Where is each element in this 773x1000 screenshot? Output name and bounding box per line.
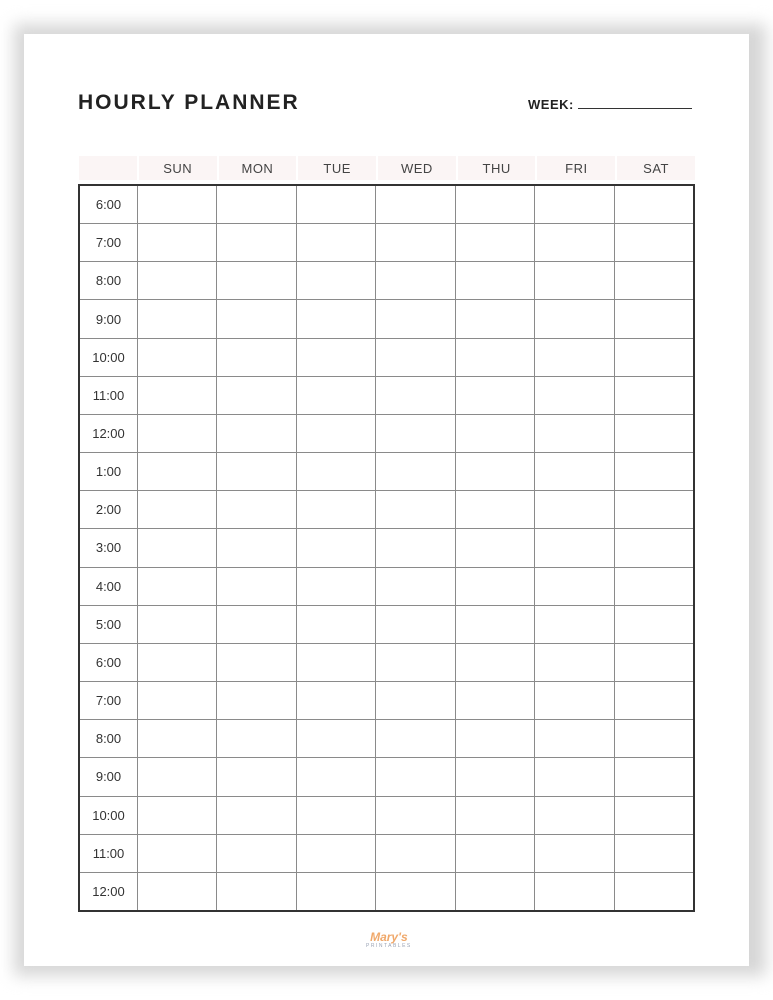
slot-cell-sat[interactable]: [615, 758, 693, 795]
slot-cell-wed[interactable]: [376, 453, 455, 490]
slot-cell-wed[interactable]: [376, 529, 455, 566]
slot-cell-sat[interactable]: [615, 835, 693, 872]
slot-cell-fri[interactable]: [535, 835, 614, 872]
slot-cell-tue[interactable]: [297, 568, 376, 605]
week-field: [528, 97, 692, 112]
slot-cell-sat[interactable]: [615, 644, 693, 681]
slot-cell-mon[interactable]: [217, 300, 296, 337]
slot-cell-wed[interactable]: [376, 873, 455, 910]
slot-cell-fri[interactable]: [535, 529, 614, 566]
logo-sub-text: PRINTABLES: [366, 943, 412, 949]
slot-cell-sun[interactable]: [138, 377, 217, 414]
slot-cell-fri[interactable]: [535, 797, 614, 834]
slot-cell-sun[interactable]: [138, 606, 217, 643]
slot-cell-mon[interactable]: [217, 453, 296, 490]
time-label: 4:00: [80, 568, 138, 605]
slot-cell-sat[interactable]: [615, 300, 693, 337]
slot-cell-sun[interactable]: [138, 568, 217, 605]
time-row: [80, 643, 693, 681]
slot-cell-thu[interactable]: [456, 720, 535, 757]
slot-cell-wed[interactable]: [376, 835, 455, 872]
slot-cell-mon[interactable]: [217, 606, 296, 643]
slot-cell-sun[interactable]: [138, 529, 217, 566]
slot-cell-sun[interactable]: [138, 873, 217, 910]
days-header: [79, 156, 695, 180]
time-row: [80, 605, 693, 643]
slot-cell-thu[interactable]: [456, 873, 535, 910]
day-header-fri: FRI: [537, 156, 615, 180]
header-corner: [79, 156, 137, 180]
slot-cell-fri[interactable]: [535, 300, 614, 337]
time-row: [80, 567, 693, 605]
slot-cell-mon[interactable]: [217, 186, 296, 223]
slot-cell-fri[interactable]: [535, 224, 614, 261]
slot-cell-sun[interactable]: [138, 224, 217, 261]
slot-cell-tue[interactable]: [297, 491, 376, 528]
week-label: WEEK:: [528, 97, 574, 112]
slot-cell-thu[interactable]: [456, 491, 535, 528]
slot-cell-sat[interactable]: [615, 186, 693, 223]
slot-cell-sat[interactable]: [615, 529, 693, 566]
slot-cell-wed[interactable]: [376, 262, 455, 299]
slot-cell-tue[interactable]: [297, 873, 376, 910]
slot-cell-wed[interactable]: [376, 606, 455, 643]
time-row: [80, 757, 693, 795]
slot-cell-sat[interactable]: [615, 339, 693, 376]
slot-cell-sun[interactable]: [138, 262, 217, 299]
slot-cell-fri[interactable]: [535, 682, 614, 719]
slot-cell-thu[interactable]: [456, 529, 535, 566]
slot-cell-thu[interactable]: [456, 758, 535, 795]
day-header-mon: MON: [219, 156, 297, 180]
slot-cell-tue[interactable]: [297, 224, 376, 261]
time-row: [80, 376, 693, 414]
slot-cell-mon[interactable]: [217, 339, 296, 376]
slot-cell-mon[interactable]: [217, 758, 296, 795]
time-row: [80, 338, 693, 376]
slot-cell-tue[interactable]: [297, 529, 376, 566]
slot-cell-fri[interactable]: [535, 568, 614, 605]
slot-cell-wed[interactable]: [376, 186, 455, 223]
time-label: 12:00: [80, 415, 138, 452]
slot-cell-thu[interactable]: [456, 682, 535, 719]
slot-cell-wed[interactable]: [376, 300, 455, 337]
time-label: 6:00: [80, 644, 138, 681]
slot-cell-wed[interactable]: [376, 797, 455, 834]
time-label: 9:00: [80, 758, 138, 795]
slot-cell-sat[interactable]: [615, 606, 693, 643]
slot-cell-mon[interactable]: [217, 529, 296, 566]
slot-cell-tue[interactable]: [297, 606, 376, 643]
slot-cell-fri[interactable]: [535, 491, 614, 528]
slot-cell-fri[interactable]: [535, 758, 614, 795]
slot-cell-thu[interactable]: [456, 606, 535, 643]
day-header-thu: THU: [458, 156, 536, 180]
slot-cell-sun[interactable]: [138, 415, 217, 452]
slot-cell-thu[interactable]: [456, 186, 535, 223]
slot-cell-fri[interactable]: [535, 720, 614, 757]
slot-cell-sun[interactable]: [138, 682, 217, 719]
slot-cell-thu[interactable]: [456, 262, 535, 299]
week-line: [578, 108, 692, 109]
slot-cell-mon[interactable]: [217, 720, 296, 757]
slot-cell-thu[interactable]: [456, 453, 535, 490]
time-label: 11:00: [80, 835, 138, 872]
slot-cell-sun[interactable]: [138, 644, 217, 681]
slot-cell-fri[interactable]: [535, 606, 614, 643]
slot-cell-tue[interactable]: [297, 644, 376, 681]
time-label: 7:00: [80, 224, 138, 261]
slot-cell-sun[interactable]: [138, 339, 217, 376]
day-header-sat: SAT: [617, 156, 695, 180]
slot-cell-wed[interactable]: [376, 377, 455, 414]
page-title: HOURLY PLANNER: [78, 91, 300, 114]
time-row: [80, 834, 693, 872]
slot-cell-fri[interactable]: [535, 415, 614, 452]
slot-cell-thu[interactable]: [456, 224, 535, 261]
slot-cell-sun[interactable]: [138, 453, 217, 490]
time-label: 8:00: [80, 720, 138, 757]
slot-cell-fri[interactable]: [535, 873, 614, 910]
time-row: [80, 796, 693, 834]
slot-cell-wed[interactable]: [376, 758, 455, 795]
slot-cell-tue[interactable]: [297, 835, 376, 872]
slot-cell-sat[interactable]: [615, 415, 693, 452]
time-row: [80, 528, 693, 566]
slot-cell-sat[interactable]: [615, 453, 693, 490]
slot-cell-sat[interactable]: [615, 262, 693, 299]
slot-cell-mon[interactable]: [217, 682, 296, 719]
slot-cell-sun[interactable]: [138, 491, 217, 528]
slot-cell-thu[interactable]: [456, 568, 535, 605]
slot-cell-sat[interactable]: [615, 682, 693, 719]
slot-cell-sat[interactable]: [615, 568, 693, 605]
slot-cell-tue[interactable]: [297, 262, 376, 299]
slot-cell-mon[interactable]: [217, 568, 296, 605]
slot-cell-wed[interactable]: [376, 224, 455, 261]
slot-cell-tue[interactable]: [297, 300, 376, 337]
day-header-sun: SUN: [139, 156, 217, 180]
slot-cell-tue[interactable]: [297, 797, 376, 834]
slot-cell-fri[interactable]: [535, 186, 614, 223]
slot-cell-tue[interactable]: [297, 339, 376, 376]
slot-cell-wed[interactable]: [376, 720, 455, 757]
time-row: [80, 414, 693, 452]
slot-cell-tue[interactable]: [297, 720, 376, 757]
planner-sheet: [24, 34, 749, 966]
time-row: [80, 490, 693, 528]
time-label: 7:00: [80, 682, 138, 719]
slot-cell-mon[interactable]: [217, 224, 296, 261]
slot-cell-thu[interactable]: [456, 377, 535, 414]
slot-cell-thu[interactable]: [456, 339, 535, 376]
slot-cell-wed[interactable]: [376, 644, 455, 681]
time-label: 3:00: [80, 529, 138, 566]
time-row: [80, 186, 693, 223]
slot-cell-tue[interactable]: [297, 186, 376, 223]
slot-cell-mon[interactable]: [217, 262, 296, 299]
time-row: [80, 872, 693, 910]
time-label: 8:00: [80, 262, 138, 299]
time-row: [80, 261, 693, 299]
slot-cell-sun[interactable]: [138, 797, 217, 834]
slot-cell-mon[interactable]: [217, 644, 296, 681]
slot-cell-mon[interactable]: [217, 797, 296, 834]
slot-cell-sun[interactable]: [138, 300, 217, 337]
time-label: 11:00: [80, 377, 138, 414]
slot-cell-thu[interactable]: [456, 300, 535, 337]
slot-cell-mon[interactable]: [217, 835, 296, 872]
slot-cell-wed[interactable]: [376, 491, 455, 528]
time-label: 6:00: [80, 186, 138, 223]
time-label: 12:00: [80, 873, 138, 910]
slot-cell-tue[interactable]: [297, 453, 376, 490]
slot-cell-wed[interactable]: [376, 339, 455, 376]
day-header-tue: TUE: [298, 156, 376, 180]
slot-cell-fri[interactable]: [535, 644, 614, 681]
time-row: [80, 299, 693, 337]
slot-cell-wed[interactable]: [376, 415, 455, 452]
slot-cell-mon[interactable]: [217, 873, 296, 910]
slot-cell-wed[interactable]: [376, 568, 455, 605]
brand-logo: [366, 931, 412, 949]
slot-cell-sat[interactable]: [615, 797, 693, 834]
slot-cell-sat[interactable]: [615, 491, 693, 528]
schedule-grid: [78, 184, 695, 912]
slot-cell-fri[interactable]: [535, 262, 614, 299]
time-row: [80, 681, 693, 719]
slot-cell-fri[interactable]: [535, 339, 614, 376]
time-label: 10:00: [80, 339, 138, 376]
slot-cell-sat[interactable]: [615, 377, 693, 414]
slot-cell-mon[interactable]: [217, 415, 296, 452]
slot-cell-sun[interactable]: [138, 835, 217, 872]
slot-cell-wed[interactable]: [376, 682, 455, 719]
day-header-wed: WED: [378, 156, 456, 180]
slot-cell-sat[interactable]: [615, 224, 693, 261]
time-label: 5:00: [80, 606, 138, 643]
slot-cell-tue[interactable]: [297, 415, 376, 452]
time-row: [80, 452, 693, 490]
slot-cell-tue[interactable]: [297, 758, 376, 795]
slot-cell-tue[interactable]: [297, 682, 376, 719]
slot-cell-sun[interactable]: [138, 720, 217, 757]
time-label: 10:00: [80, 797, 138, 834]
slot-cell-fri[interactable]: [535, 453, 614, 490]
slot-cell-mon[interactable]: [217, 491, 296, 528]
time-row: [80, 223, 693, 261]
slot-cell-mon[interactable]: [217, 377, 296, 414]
slot-cell-thu[interactable]: [456, 415, 535, 452]
time-label: 9:00: [80, 300, 138, 337]
slot-cell-thu[interactable]: [456, 835, 535, 872]
slot-cell-sat[interactable]: [615, 873, 693, 910]
time-label: 1:00: [80, 453, 138, 490]
slot-cell-tue[interactable]: [297, 377, 376, 414]
logo-main-text: Mary's: [370, 930, 408, 944]
time-row: [80, 719, 693, 757]
slot-cell-sat[interactable]: [615, 720, 693, 757]
slot-cell-sun[interactable]: [138, 758, 217, 795]
slot-cell-fri[interactable]: [535, 377, 614, 414]
time-label: 2:00: [80, 491, 138, 528]
slot-cell-thu[interactable]: [456, 644, 535, 681]
slot-cell-thu[interactable]: [456, 797, 535, 834]
slot-cell-sun[interactable]: [138, 186, 217, 223]
